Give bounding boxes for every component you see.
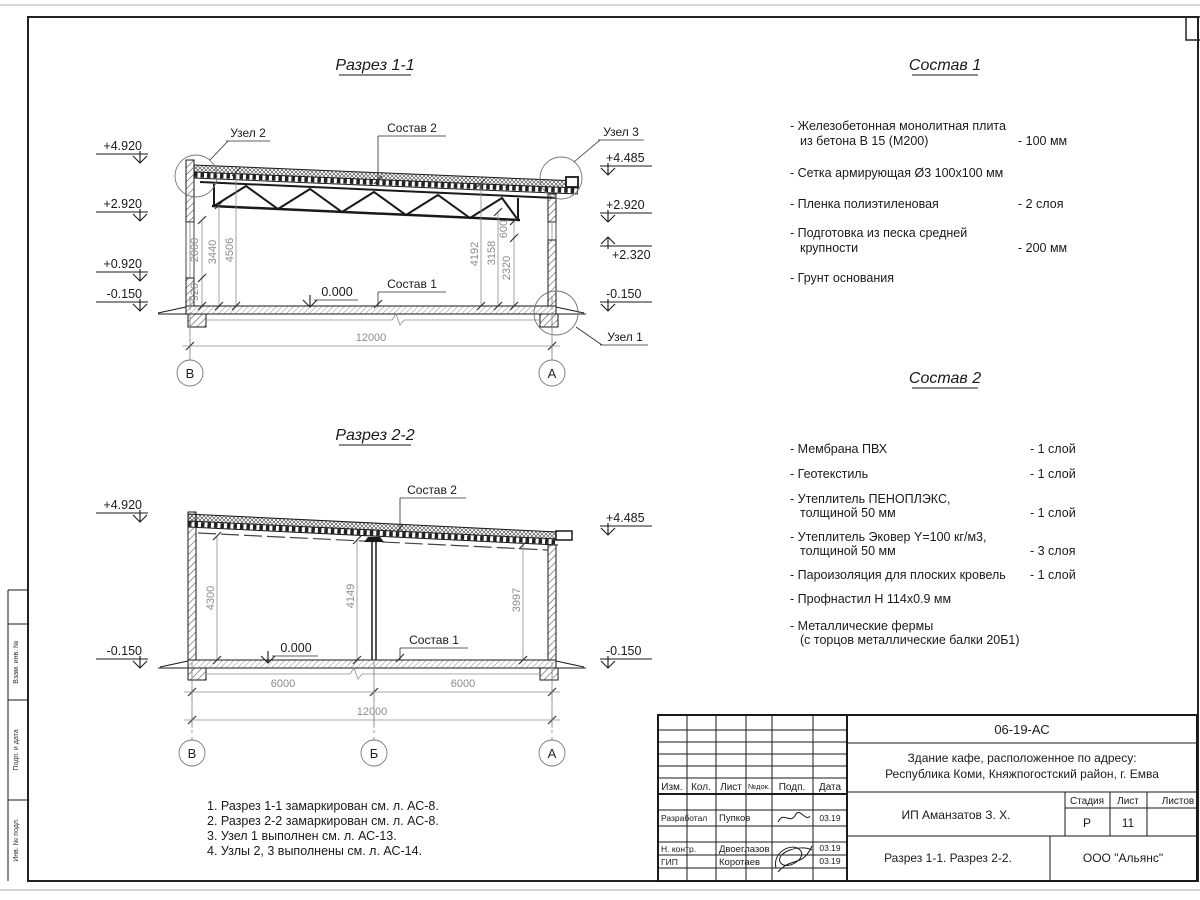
tb-header-data: Дата — [818, 782, 842, 793]
s1-node1-label: Узел 1 — [607, 330, 643, 344]
tb-header-list: Лист — [720, 782, 742, 793]
list-item-value: - 2 слоя — [1018, 197, 1064, 211]
s2-roof-end-cap — [556, 531, 572, 540]
dim-text: 3997 — [511, 587, 523, 613]
sostav-1-list — [790, 57, 1067, 285]
list-item: толщиной 50 мм — [800, 506, 896, 520]
tb-role: Разработал — [661, 813, 708, 823]
s2-sostav1-ref: Состав 1 — [409, 633, 459, 647]
elevation-mark: -0.150 — [106, 287, 142, 301]
s1-node2-label: Узел 2 — [230, 126, 266, 140]
elevation-mark: +4.920 — [103, 498, 142, 512]
s1-span-dim — [182, 312, 560, 354]
s2-vertical-dims — [205, 532, 527, 664]
list-item: - Сетка армирующая Ø3 100x100 мм — [790, 166, 1004, 180]
sostav-2-title: Состав 2 — [908, 370, 982, 387]
list-item: из бетона В 15 (М200) — [800, 134, 929, 148]
dim-text: 2320 — [501, 255, 513, 281]
s2-foundation-left — [188, 668, 206, 680]
dim-text: 920 — [189, 282, 201, 302]
elevation-mark: +0.920 — [103, 257, 142, 271]
list-item: (с торцов металлические балки 20Б1) — [800, 633, 1020, 647]
section-2-2-title: Разрез 2-2 — [335, 427, 415, 444]
dim-text: 4506 — [224, 237, 236, 263]
tb-role: ГИП — [661, 857, 678, 867]
list-item: толщиной 50 мм — [800, 544, 896, 558]
list-item-value: - 1 слой — [1030, 506, 1076, 520]
tb-client: ИП Аманзатов З. Х. — [901, 808, 1011, 822]
tb-stage-value: Р — [1082, 816, 1092, 830]
note-line: 3. Узел 1 выполнен см. л. АС-13. — [207, 829, 397, 843]
s1-elevations-right — [600, 151, 652, 311]
dim-text: 4300 — [205, 585, 217, 611]
list-item: - Металлические фермы — [790, 619, 934, 633]
dim-text: 12000 — [355, 332, 387, 344]
tb-header-izm: Изм. — [661, 782, 683, 793]
list-item: - Подготовка из песка средней — [790, 226, 968, 240]
dim-text: 2000 — [189, 237, 201, 263]
s1-node3-label: Узел 3 — [603, 125, 639, 139]
note-line: 1. Разрез 1-1 замаркирован см. л. АС-8. — [207, 799, 439, 813]
section-1-1-title: Разрез 1-1 — [335, 57, 415, 74]
s2-left-wall — [188, 512, 196, 660]
list-item: - Грунт основания — [790, 271, 895, 285]
section-1-1 — [96, 57, 652, 386]
s2-middle-column — [364, 537, 384, 660]
side-strip-label: Инв. № подл. — [13, 818, 20, 862]
list-item: - Железобетонная монолитная плита — [790, 119, 1006, 133]
tb-company: ООО "Альянс" — [1082, 851, 1164, 865]
axis-label: А — [547, 366, 557, 381]
list-item: - Геотекстиль — [790, 467, 869, 481]
elevation-mark: +2.920 — [606, 198, 645, 212]
s1-floor — [158, 306, 586, 327]
notes-block — [207, 799, 439, 858]
s2-sostav2-ref: Состав 2 — [407, 483, 457, 497]
axis-label: Б — [369, 746, 379, 761]
dim-text: 3158 — [486, 240, 498, 266]
s1-right-wall — [548, 194, 556, 306]
dim-text: 6000 — [450, 678, 476, 690]
list-item: - Утеплитель ПЕНОПЛЭКС, — [790, 492, 951, 506]
list-item-value: - 200 мм — [1018, 241, 1068, 255]
s2-right-wall — [548, 545, 556, 660]
title-block — [658, 715, 1197, 881]
s1-roof-end-cap — [566, 177, 578, 187]
dim-text: 4149 — [345, 583, 357, 609]
sostav-1-title: Состав 1 — [908, 57, 982, 74]
tb-date: 03.19 — [819, 843, 841, 853]
signature — [778, 812, 810, 822]
elevation-mark: -0.150 — [606, 287, 642, 301]
tb-header-podp: Подп. — [778, 782, 806, 793]
list-item-value: - 100 мм — [1018, 134, 1068, 148]
list-item-value: - 3 слоя — [1030, 544, 1076, 558]
tb-header-ndok: №док. — [748, 782, 770, 791]
side-strip-label: Подп. и дата — [13, 729, 20, 771]
s1-foundation-left — [188, 314, 206, 327]
tb-object-line1: Здание кафе, расположенное по адресу: — [907, 751, 1137, 765]
elevation-mark: +4.485 — [606, 511, 645, 525]
list-item: - Мембрана ПВХ — [790, 442, 888, 456]
list-item: - Утеплитель Эковер Y=100 кг/м3, — [790, 530, 987, 544]
list-item: - Профнастил Н 114x0.9 мм — [790, 592, 952, 606]
axis-label: А — [547, 746, 557, 761]
elevation-mark: +2.320 — [612, 248, 651, 262]
side-stamp-strip — [8, 590, 28, 881]
tb-name: Коротаев — [719, 857, 761, 868]
tb-role: Н. контр. — [661, 844, 697, 854]
s1-sostav2-ref: Состав 2 — [387, 121, 437, 135]
tb-stage-label: Стадия — [1069, 796, 1105, 807]
note-line: 2. Разрез 2-2 замаркирован см. л. АС-8. — [207, 814, 439, 828]
dim-text: 3440 — [207, 239, 219, 265]
tb-header-kol: Кол. — [691, 782, 711, 793]
tb-sheet-value: 11 — [1121, 816, 1135, 830]
s2-zero-mark: 0.000 — [280, 641, 312, 655]
tb-date: 03.19 — [819, 856, 841, 866]
tb-doc-number: 06-19-АС — [994, 722, 1050, 737]
list-item-value: - 1 слой — [1030, 568, 1076, 582]
tb-sheets-label: Листов — [1161, 796, 1195, 807]
note-line: 4. Узлы 2, 3 выполнены см. л. АС-14. — [207, 844, 423, 858]
tb-name: Двоеглазов — [719, 844, 770, 855]
s2-floor — [158, 660, 586, 680]
elevation-mark: -0.150 — [106, 644, 142, 658]
side-strip-label: Взам. инв. № — [13, 640, 20, 684]
s1-elevations-left — [96, 139, 148, 311]
list-item-value: - 1 слой — [1030, 467, 1076, 481]
list-item-value: - 1 слой — [1030, 442, 1076, 456]
section-2-2 — [96, 427, 652, 766]
sostav-2-list — [790, 370, 1076, 647]
elevation-mark: +4.485 — [606, 151, 645, 165]
axis-label: В — [187, 746, 197, 761]
dim-text: 4192 — [469, 241, 481, 267]
s2-roof — [188, 514, 572, 550]
list-item: - Пленка полиэтиленовая — [790, 197, 939, 211]
tb-content-title: Разрез 1-1. Разрез 2-2. — [884, 851, 1012, 865]
s2-composition-leaders — [261, 483, 468, 663]
s1-sostav1-ref: Состав 1 — [387, 277, 437, 291]
list-item: - Пароизоляция для плоских кровель — [790, 568, 1006, 582]
axis-label: В — [185, 366, 195, 381]
elevation-mark: +2.920 — [103, 197, 142, 211]
elevation-mark: +4.920 — [103, 139, 142, 153]
dim-text: 12000 — [356, 706, 388, 718]
tb-sheet-label: Лист — [1117, 796, 1139, 807]
elevation-mark: -0.150 — [606, 644, 642, 658]
s2-foundation-right — [540, 668, 558, 680]
tb-date: 03.19 — [819, 813, 841, 823]
tb-name: Пупков — [719, 813, 751, 824]
dim-text: 6000 — [270, 678, 296, 690]
s1-foundation-right — [540, 314, 558, 327]
dim-text: 600 — [498, 219, 510, 239]
tb-object-line2: Республика Коми, Княжпогостский район, г. Емва — [885, 767, 1159, 781]
s1-zero-mark: 0.000 — [321, 285, 353, 299]
list-item: крупности — [800, 241, 859, 255]
